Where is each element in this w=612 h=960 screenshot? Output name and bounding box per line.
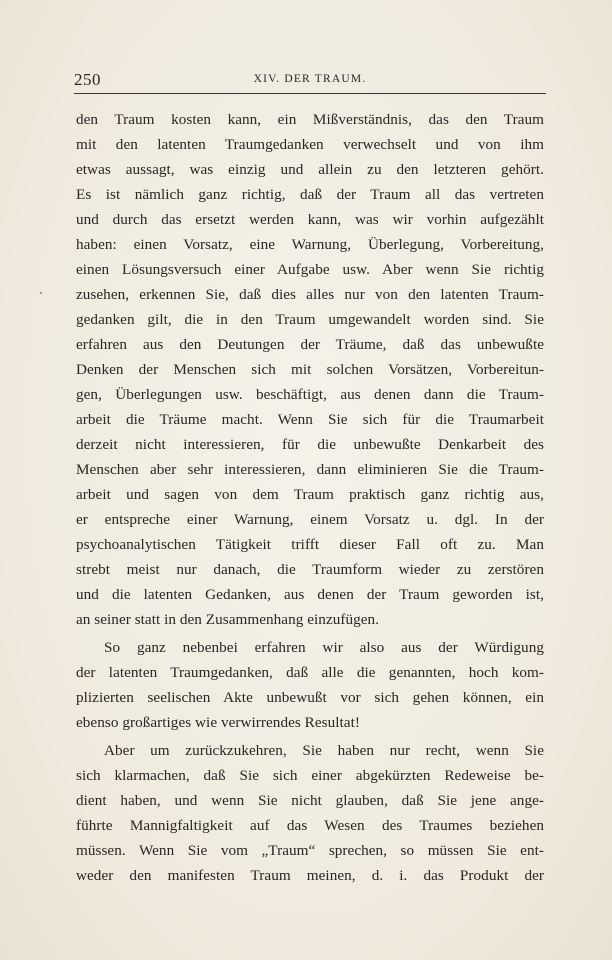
running-head: XIV. DER TRAUM. (253, 73, 367, 85)
text-line: Menschen aber sehr interessieren, dann eliminieren Sie die Traum- (76, 461, 544, 478)
text-line: zusehen, erkennen Sie, daß dies alles nur von den latenten Traum- (76, 286, 544, 303)
text-line: er entspreche einer Warnung, einem Vorsatz u. dgl. In der (76, 511, 544, 528)
text-line: Aber um zurückzukehren, Sie haben nur recht, wenn Sie (104, 742, 544, 759)
text-line: an seiner statt in den Zusammenhang einzufügen. (76, 611, 380, 628)
text-line: derzeit nicht interessieren, für die unbewußte Denkarbeit des (76, 436, 544, 453)
text-line: ebenso großartiges wie verwirrendes Resultat! (76, 714, 360, 731)
page-number: 250 (74, 70, 101, 89)
text-line: strebt meist nur danach, die Traumform wieder zu zerstören (76, 561, 544, 578)
text-line: haben: einen Vorsatz, eine Warnung, Überlegung, Vorbereitung, (76, 236, 544, 253)
text-line: arbeit die Träume macht. Wenn Sie sich für die Traumarbeit (76, 411, 544, 428)
text-line: arbeit und sagen von dem Traum praktisch ganz richtig aus, (76, 486, 544, 503)
text-line: dient haben, und wenn Sie nicht glauben, daß Sie jene ange- (76, 792, 544, 809)
text-line: und durch das ersetzt werden kann, was wir vorhin aufgezählt (76, 211, 544, 228)
text-line: den Traum kosten kann, ein Mißverständnis, das den Traum (76, 111, 544, 128)
text-line: etwas aussagt, was einzig und allein zu den letzteren gehört. (76, 161, 544, 178)
text-line: psychoanalytischen Tätigkeit trifft dieser Fall oft zu. Man (76, 536, 544, 553)
page-header (74, 70, 546, 90)
text-line: und die latenten Gedanken, aus denen der Traum geworden ist, (76, 586, 544, 603)
header-rule (74, 93, 546, 94)
text-line: der latenten Traumgedanken, daß alle die genannten, hoch kom- (76, 664, 544, 681)
text-line: erfahren aus den Deutungen der Träume, daß das unbewußte (76, 336, 544, 353)
text-line: müssen. Wenn Sie vom „Traum“ sprechen, so müssen Sie ent- (76, 842, 544, 859)
text-line: mit den latenten Traumgedanken verwechselt und von ihm (76, 136, 544, 153)
text-line: Denken der Menschen sich mit solchen Vorsätzen, Vorbereitun- (76, 361, 544, 378)
paper-speck (40, 292, 42, 294)
text-line: gedanken gilt, die in den Traum umgewandelt worden sind. Sie (76, 311, 544, 328)
text-line: Es ist nämlich ganz richtig, daß der Traum all das vertreten (76, 186, 544, 203)
text-line: So ganz nebenbei erfahren wir also aus der Würdigung (104, 639, 544, 656)
text-line: sich klarmachen, daß Sie sich einer abgekürzten Redeweise be- (76, 767, 544, 784)
text-line: führte Mannigfaltigkeit auf das Wesen des Traumes beziehen (76, 817, 544, 834)
text-line: plizierten seelischen Akte unbewußt vor sich gehen können, ein (76, 689, 544, 706)
text-line: einen Lösungsversuch einer Aufgabe usw. Aber wenn Sie richtig (76, 261, 544, 278)
text-line: weder den manifesten Traum meinen, d. i. das Produkt der (76, 867, 544, 884)
body-text (76, 107, 544, 888)
text-line: gen, Überlegungen usw. beschäftigt, aus denen dann die Traum- (76, 386, 544, 403)
